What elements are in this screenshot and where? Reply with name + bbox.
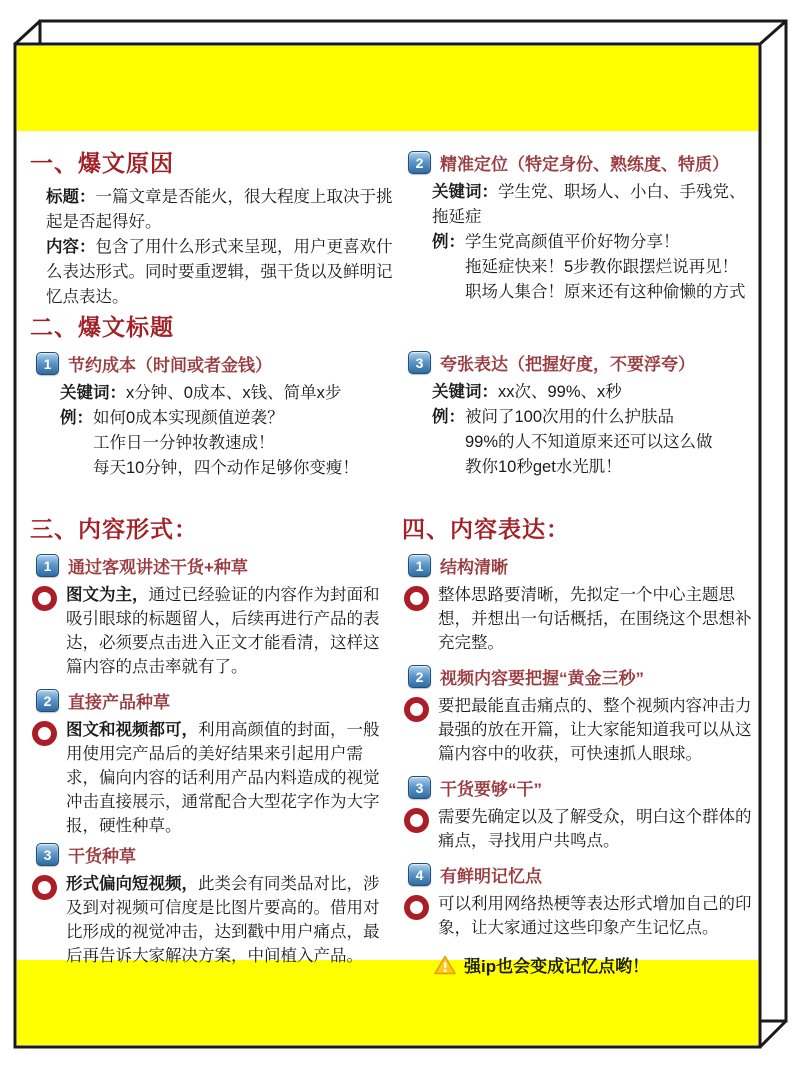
bullet-item bbox=[30, 583, 393, 679]
label-content: 内容： bbox=[46, 238, 96, 256]
number-badge-icon: 1 bbox=[36, 554, 59, 577]
example-line: 职场人集合！原来还有这种偷懒的方式 bbox=[465, 283, 746, 301]
top-yellow-band bbox=[17, 46, 758, 131]
number-badge-icon: 2 bbox=[408, 665, 431, 688]
example-line: 拖延症快来！5步教你跟摆烂说再见！ bbox=[465, 258, 739, 276]
bullet-text bbox=[66, 872, 393, 968]
example-label: 例： bbox=[60, 409, 93, 427]
text-content-factor: 包含了用什么形式来呈现，用户更喜欢什么表达形式。同时要重逻辑，强干货以及鲜明记忆点表达。 bbox=[46, 238, 393, 306]
number-badge-icon: 3 bbox=[36, 843, 59, 866]
example-line: 99%的人不知道原来还可以这么做 bbox=[465, 433, 713, 451]
subsection-golden-three-seconds bbox=[402, 664, 758, 689]
example-lines bbox=[465, 405, 758, 480]
number-badge-icon: 4 bbox=[408, 863, 431, 886]
number-badge-icon: 1 bbox=[408, 554, 431, 577]
circle-bullet-icon bbox=[32, 721, 57, 746]
section-title: 四、内容表达： bbox=[402, 516, 570, 542]
subsection-heading-row bbox=[402, 350, 758, 375]
subsection-heading: 干货种草 bbox=[68, 847, 136, 866]
number-badge-icon: 2 bbox=[408, 151, 431, 174]
subsection-objective-sharing bbox=[30, 553, 393, 578]
example-lines bbox=[465, 230, 758, 305]
bullet-text bbox=[66, 583, 393, 679]
number-badge-icon: 2 bbox=[36, 689, 59, 712]
bullet-item bbox=[402, 694, 758, 766]
bullet-body: 此类会有同类品对比，涉及到对视频可信度是比图片要高的。借用对比形成的视觉冲击，达到戳中用户痛点，最后再告诉大家解决方案，中间植入产品。 bbox=[66, 875, 380, 965]
subsection-direct-seeding bbox=[30, 688, 393, 713]
label-title: 标题： bbox=[46, 188, 96, 206]
fold-line-top-left bbox=[15, 21, 40, 44]
example-line: 每天10分钟，四个动作足够你变瘦！ bbox=[93, 459, 359, 477]
keywords-label: 关键词： bbox=[432, 183, 498, 201]
subsection-precise-positioning bbox=[402, 150, 758, 305]
examples-block bbox=[402, 405, 758, 480]
subsection-heading: 干货要够“干” bbox=[440, 780, 542, 799]
number-badge-icon: 3 bbox=[408, 351, 431, 374]
keywords-text: xx次、99%、x秒 bbox=[498, 383, 622, 401]
example-line: 教你10秒get水光肌！ bbox=[465, 458, 622, 476]
example-line: 被问了100次用的什么护肤品 bbox=[465, 408, 675, 426]
bullet-text: 可以利用网络热梗等表达形式增加自己的印象，让大家通过这些印象产生记忆点。 bbox=[438, 895, 752, 937]
circle-bullet-icon bbox=[404, 808, 429, 833]
circle-bullet-icon bbox=[404, 697, 429, 722]
subsection-memorable-points bbox=[402, 862, 758, 887]
examples-block bbox=[402, 230, 758, 305]
bullet-lead: 图文为主， bbox=[66, 586, 149, 604]
section-content-forms bbox=[30, 514, 393, 977]
subsection-drygoods-seeding bbox=[30, 842, 393, 867]
bullet-text: 需要先确定以及了解受众，明白这个群体的痛点，寻找用户共鸣点。 bbox=[438, 808, 752, 850]
example-label: 例： bbox=[432, 233, 465, 251]
circle-bullet-icon bbox=[404, 895, 429, 920]
keywords-line bbox=[402, 180, 758, 230]
example-line: 如何0成本实现颜值逆袭？ bbox=[93, 409, 284, 427]
subsection-heading: 视频内容要把握“黄金三秒” bbox=[440, 669, 644, 688]
bullet-item bbox=[30, 718, 393, 838]
subsection-heading-row bbox=[402, 150, 758, 175]
keywords-text: x分钟、0成本、x钱、简单x步 bbox=[126, 384, 342, 402]
section-title: 一、爆文原因 bbox=[30, 150, 174, 176]
subsection-heading: 夸张表达（把握好度，不要浮夸） bbox=[440, 355, 695, 374]
bullet-text: 要把最能直击痛点的、整个视频内容冲击力最强的放在开篇，让大家能知道我可以从这篇内容中的收获，可快速抓人眼球。 bbox=[438, 697, 752, 763]
example-line: 工作日一分钟妆教速成！ bbox=[93, 434, 275, 452]
subsection-heading: 节约成本（时间或者金钱） bbox=[68, 356, 272, 375]
warning-note bbox=[402, 952, 758, 977]
keywords-text: 学生党、职场人、小白、手残党、拖延症 bbox=[432, 183, 746, 226]
number-badge-icon: 1 bbox=[36, 352, 59, 375]
bullet-text: 整体思路要清晰，先拟定一个中心主题思想，并想出一句话概括，在围绕这个思想补充完整。 bbox=[438, 586, 752, 652]
keywords-line bbox=[402, 380, 758, 405]
keywords-label: 关键词： bbox=[60, 384, 126, 402]
subsection-clear-structure bbox=[402, 553, 758, 578]
circle-bullet-icon bbox=[32, 586, 57, 611]
fold-line-bottom-right bbox=[760, 1021, 786, 1047]
keywords-line bbox=[30, 381, 393, 406]
section-content-expression bbox=[402, 514, 758, 977]
bullet-text bbox=[66, 718, 393, 838]
bullet-item bbox=[402, 805, 758, 853]
subsection-save-cost bbox=[30, 351, 393, 376]
subsection-exaggerated-expression bbox=[402, 350, 758, 480]
subsection-heading: 精准定位（特定身份、熟练度、特质） bbox=[440, 155, 729, 174]
warning-icon bbox=[434, 955, 456, 975]
bullet-lead: 图文和视频都可， bbox=[66, 721, 198, 739]
subsection-heading: 有鲜明记忆点 bbox=[440, 867, 542, 886]
circle-bullet-icon bbox=[32, 875, 57, 900]
example-label: 例： bbox=[432, 408, 465, 426]
keywords-label: 关键词： bbox=[432, 383, 498, 401]
paragraph-content-factor bbox=[46, 235, 393, 310]
bullet-item bbox=[402, 892, 758, 940]
section-viral-titles bbox=[30, 312, 393, 481]
section-viral-reasons bbox=[30, 148, 393, 310]
section-title: 三、内容形式： bbox=[30, 516, 198, 542]
subsection-heading: 通过客观讲述干货+种草 bbox=[68, 558, 248, 577]
bullet-item bbox=[402, 583, 758, 655]
bullet-lead: 形式偏向短视频， bbox=[66, 875, 198, 893]
bullet-body: 利用高颜值的封面，一般用使用完产品后的美好结果来引起用户需求，偏向内容的话利用产品内料造成的视觉冲击直接展示，通常配合大型花字作为大字报，硬性种草。 bbox=[66, 721, 380, 835]
bullet-item bbox=[30, 872, 393, 968]
number-badge-icon: 3 bbox=[408, 776, 431, 799]
paragraph-title-factor bbox=[46, 185, 393, 235]
section-body bbox=[30, 185, 393, 310]
circle-bullet-icon bbox=[404, 586, 429, 611]
subsection-heading: 直接产品种草 bbox=[68, 693, 170, 712]
bullet-body: 通过已经验证的内容作为封面和吸引眼球的标题留人，后续再进行产品的表达，必须要点击进入正文才能看清，这样这篇内容的点击率就有了。 bbox=[66, 586, 380, 676]
examples-block bbox=[30, 406, 393, 481]
subsection-dry-enough bbox=[402, 775, 758, 800]
example-line: 学生党高颜值平价好物分享！ bbox=[465, 233, 680, 251]
text-title-factor: 一篇文章是否能火，很大程度上取决于挑起是否起得好。 bbox=[46, 188, 393, 231]
warning-text: 强ip也会变成记忆点哟！ bbox=[464, 957, 650, 976]
section-title: 二、爆文标题 bbox=[30, 314, 174, 340]
example-lines bbox=[93, 406, 393, 481]
subsection-heading: 结构清晰 bbox=[440, 558, 508, 577]
